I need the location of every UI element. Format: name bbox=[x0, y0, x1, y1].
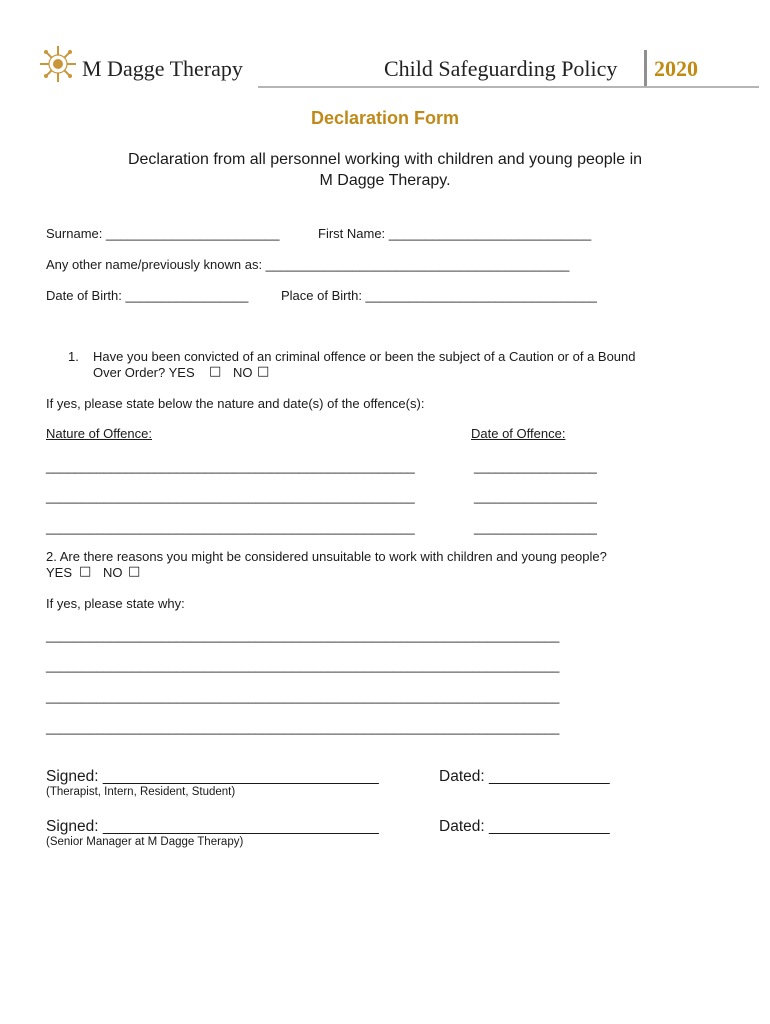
offence-date-line[interactable]: _________________ bbox=[474, 459, 597, 474]
q1-question-line-2: Over Order? YES bbox=[93, 365, 195, 380]
date-2-field[interactable]: Dated: ______________ bbox=[439, 818, 610, 835]
q1-yes-checkbox[interactable]: □ bbox=[209, 364, 222, 379]
signature-1-field[interactable]: Signed: ________________________________ bbox=[46, 768, 379, 785]
intro-line-2: M Dagge Therapy. bbox=[319, 172, 451, 189]
reason-line[interactable]: _______________________________________________________________________ bbox=[46, 720, 560, 735]
brand-name: M Dagge Therapy bbox=[82, 56, 243, 81]
q2-yes-label: YES bbox=[46, 565, 73, 580]
q2-no-checkbox[interactable]: □ bbox=[128, 564, 141, 579]
date-of-birth-field[interactable]: Date of Birth: _________________ bbox=[46, 288, 249, 303]
reason-line[interactable]: _______________________________________________________________________ bbox=[46, 689, 560, 704]
intro-line-1: Declaration from all personnel working with children and young people in bbox=[127, 151, 643, 168]
offence-date-line[interactable]: _________________ bbox=[474, 489, 597, 504]
form-intro bbox=[0, 149, 770, 191]
sunburst-logo-icon bbox=[38, 44, 78, 84]
q2-if-yes: If yes, please state why: bbox=[46, 596, 185, 611]
q1-no-checkbox[interactable]: □ bbox=[257, 364, 270, 379]
place-of-birth-field[interactable]: Place of Birth: ________________________________ bbox=[281, 288, 597, 303]
policy-year: 2020 bbox=[654, 56, 698, 81]
other-names-field[interactable]: Any other name/previously known as: __________________________________________ bbox=[46, 257, 570, 272]
header-rule bbox=[258, 86, 759, 88]
reason-line[interactable]: _______________________________________________________________________ bbox=[46, 658, 560, 673]
q1-if-yes: If yes, please state below the nature and date(s) of the offence(s): bbox=[46, 396, 425, 411]
date-of-offence-header: Date of Offence: bbox=[471, 426, 566, 441]
first-name-field[interactable]: First Name: ____________________________ bbox=[318, 226, 592, 241]
q2-question: 2. Are there reasons you might be considered unsuitable to work with children and young people? bbox=[46, 549, 607, 564]
q1-question-line-1: Have you been convicted of an criminal offence or been the subject of a Caution or of a Bound bbox=[93, 349, 636, 364]
offence-nature-line[interactable]: ___________________________________________________ bbox=[46, 489, 415, 504]
policy-title: Child Safeguarding Policy bbox=[384, 56, 618, 81]
header-divider bbox=[644, 50, 647, 88]
q1-no-label: NO bbox=[233, 365, 253, 380]
q2-yes-checkbox[interactable]: □ bbox=[79, 564, 92, 579]
offence-nature-line[interactable]: ___________________________________________________ bbox=[46, 520, 415, 535]
form-title: Declaration Form bbox=[310, 108, 460, 128]
q2-no-label: NO bbox=[103, 565, 123, 580]
nature-of-offence-header: Nature of Offence: bbox=[46, 426, 152, 441]
q1-number: 1. bbox=[68, 349, 79, 364]
signature-2-field[interactable]: Signed: ________________________________ bbox=[46, 818, 379, 835]
offence-date-line[interactable]: _________________ bbox=[474, 520, 597, 535]
date-1-field[interactable]: Dated: ______________ bbox=[439, 768, 610, 785]
signature-1-role: (Therapist, Intern, Resident, Student) bbox=[46, 786, 236, 798]
offence-nature-line[interactable]: ___________________________________________________ bbox=[46, 459, 415, 474]
signature-2-role: (Senior Manager at M Dagge Therapy) bbox=[46, 836, 244, 848]
reason-line[interactable]: _______________________________________________________________________ bbox=[46, 628, 560, 643]
surname-field[interactable]: Surname: ________________________ bbox=[46, 226, 280, 241]
